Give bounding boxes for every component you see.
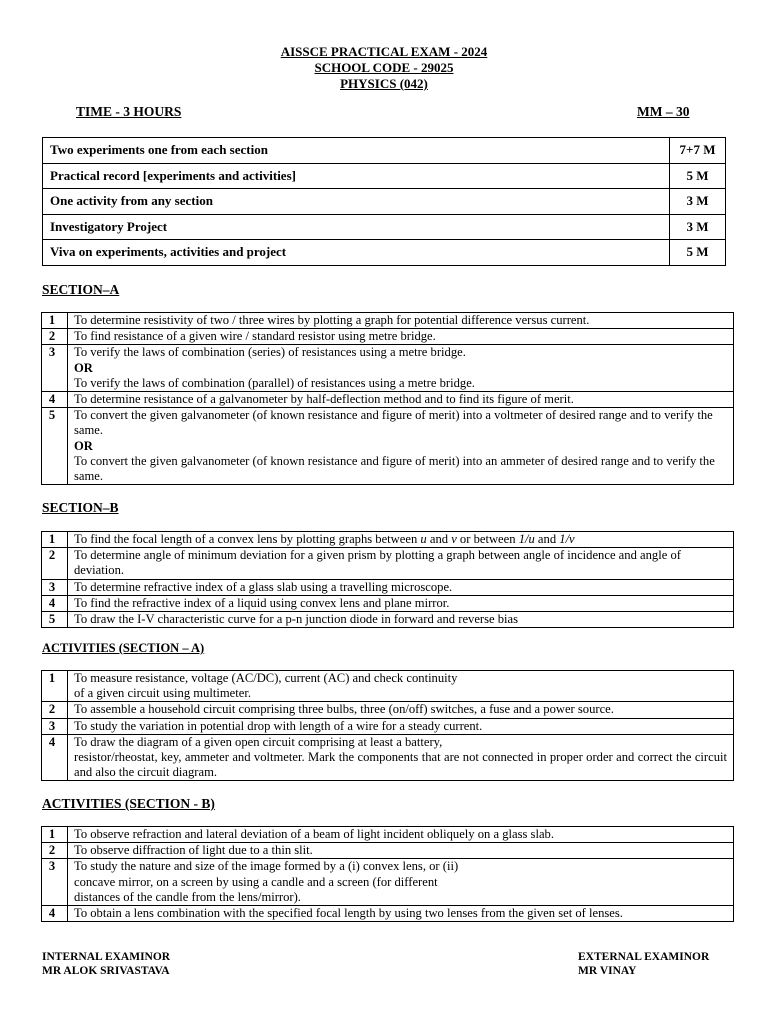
marks-item: Investigatory Project (43, 214, 670, 240)
activity-text: distances of the candle from the lens/mirror). (74, 889, 301, 904)
experiment-text: To convert the given galvanometer (of known resistance and figure of merit) into a voltmeter of desired range and to verify the same. (74, 408, 713, 438)
table-row (42, 718, 734, 734)
marks-distribution-table (42, 137, 726, 266)
max-marks: MM – 30 (637, 104, 690, 119)
conjunction: or between (456, 532, 519, 546)
school-code: SCHOOL CODE - 29025 (314, 60, 454, 75)
section-a-table (41, 312, 734, 485)
row-number: 4 (42, 595, 68, 611)
external-examiner-name: MR VINAY (578, 965, 637, 977)
variable-u: u (420, 532, 427, 546)
experiment-text: To determine resistance of a galvanometer by half-deflection method and to find its figure of merit. (68, 392, 734, 408)
marks-value: 5 M (670, 240, 726, 266)
internal-examiner-name: MR ALOK SRIVASTAVA (42, 965, 170, 977)
conjunction: and (534, 532, 560, 546)
table-row (43, 214, 726, 240)
variable-inverse-v: 1/v (559, 532, 575, 546)
activity-text: To study the nature and size of the image formed by a (i) convex lens, or (ii) (74, 859, 459, 874)
row-number: 5 (42, 408, 68, 485)
row-number: 2 (42, 548, 68, 579)
marks-value: 7+7 M (670, 138, 726, 164)
experiment-text: To determine resistivity of two / three wires by plotting a graph for potential difference versus current. (68, 313, 734, 329)
conjunction: and (426, 532, 452, 546)
table-row (42, 612, 734, 628)
row-number: 5 (42, 612, 68, 628)
table-row (42, 532, 734, 548)
row-number: 1 (42, 313, 68, 329)
row-number: 4 (42, 734, 68, 781)
activity-text: To assemble a household circuit comprising three bulbs, three (on/off) switches, a fuse and a power source. (68, 702, 734, 718)
table-row (42, 313, 734, 329)
row-number: 2 (42, 843, 68, 859)
exam-title: AISSCE PRACTICAL EXAM - 2024 (280, 44, 488, 59)
experiment-alt-text: To verify the laws of combination (parallel) of resistances using a metre bridge. (74, 375, 475, 390)
row-number: 1 (42, 532, 68, 548)
experiment-cell (68, 408, 734, 485)
variable-inverse-u: 1/u (518, 532, 535, 546)
section-b-title: SECTION–B (42, 500, 119, 515)
subject-title: PHYSICS (042) (340, 76, 428, 91)
table-row (42, 579, 734, 595)
activity-text: To obtain a lens combination with the specified focal length by using two lenses from the given set of lenses. (68, 906, 734, 922)
activity-cell (68, 734, 734, 781)
marks-item: One activity from any section (43, 189, 670, 215)
table-row (42, 734, 734, 781)
experiment-cell (68, 532, 734, 548)
table-row (42, 408, 734, 485)
activity-text: To measure resistance, voltage (AC/DC), current (AC) and check continuity (74, 671, 458, 685)
activity-cell (68, 859, 734, 906)
internal-examiner (42, 950, 170, 978)
activity-text: resistor/rheostat, key, ammeter and voltmeter. Mark the components that are not connected in proper order and correct the circuit and also the circuit diagram. (74, 750, 727, 780)
table-row (43, 240, 726, 266)
table-row (42, 843, 734, 859)
activity-text: concave mirror, on a screen by using a candle and a screen (for different (74, 874, 438, 889)
section-b-table (41, 531, 734, 628)
table-row (42, 548, 734, 579)
table-row (42, 595, 734, 611)
row-number: 3 (42, 859, 68, 906)
row-number: 4 (42, 392, 68, 408)
experiment-text: To determine angle of minimum deviation for a given prism by plotting a graph between angle of incidence and angle of deviation. (68, 548, 734, 579)
marks-item: Two experiments one from each section (43, 138, 670, 164)
marks-item: Viva on experiments, activities and project (43, 240, 670, 266)
row-number: 3 (42, 718, 68, 734)
marks-value: 3 M (670, 214, 726, 240)
row-number: 2 (42, 329, 68, 345)
activities-a-table (41, 670, 734, 781)
activities-b-table (41, 826, 734, 922)
activity-cell (68, 671, 734, 702)
or-label: OR (74, 438, 93, 453)
external-examiner-title: EXTERNAL EXAMINOR (578, 951, 710, 963)
table-row (42, 671, 734, 702)
row-number: 3 (42, 579, 68, 595)
table-row (43, 163, 726, 189)
table-row (42, 859, 734, 906)
internal-examiner-title: INTERNAL EXAMINOR (42, 951, 171, 963)
activity-text: To draw the diagram of a given open circuit comprising at least a battery, (74, 734, 443, 749)
row-number: 4 (42, 906, 68, 922)
table-row (42, 702, 734, 718)
marks-item: Practical record [experiments and activities] (43, 163, 670, 189)
external-examiner (578, 950, 709, 978)
activity-text: To observe refraction and lateral deviation of a beam of light incident obliquely on a glass slab. (68, 827, 734, 843)
row-number: 1 (42, 671, 68, 702)
activities-b-title: ACTIVITIES (SECTION - B) (42, 796, 215, 811)
experiment-text: To verify the laws of combination (series) of resistances using a metre bridge. (74, 345, 466, 360)
activity-text: To study the variation in potential drop with length of a wire for a steady current. (68, 718, 734, 734)
row-number: 3 (42, 345, 68, 392)
table-row (42, 392, 734, 408)
table-row (43, 138, 726, 164)
table-row (42, 827, 734, 843)
experiment-text: To find the refractive index of a liquid using convex lens and plane mirror. (68, 595, 734, 611)
or-label: OR (74, 360, 93, 375)
section-a-title: SECTION–A (42, 282, 120, 297)
marks-value: 3 M (670, 189, 726, 215)
experiment-text: To determine refractive index of a glass slab using a travelling microscope. (68, 579, 734, 595)
activities-a-title: ACTIVITIES (SECTION – A) (42, 641, 205, 655)
table-row (42, 345, 734, 392)
variable-v: v (451, 532, 457, 546)
experiment-text: To find resistance of a given wire / standard resistor using metre bridge. (68, 329, 734, 345)
activity-text: To observe diffraction of light due to a thin slit. (68, 843, 734, 859)
table-row (42, 906, 734, 922)
table-row (42, 329, 734, 345)
activity-text: of a given circuit using multimeter. (74, 686, 251, 701)
experiment-text: To draw the I-V characteristic curve for a p-n junction diode in forward and reverse bias (68, 612, 734, 628)
row-number: 2 (42, 702, 68, 718)
time-duration: TIME - 3 HOURS (76, 104, 182, 119)
experiment-cell (68, 345, 734, 392)
table-row (43, 189, 726, 215)
experiment-text: To find the focal length of a convex lens by plotting graphs between (74, 532, 421, 546)
row-number: 1 (42, 827, 68, 843)
marks-value: 5 M (670, 163, 726, 189)
experiment-alt-text: To convert the given galvanometer (of known resistance and figure of merit) into an ammeter of desired range and to verify the same. (74, 453, 715, 484)
